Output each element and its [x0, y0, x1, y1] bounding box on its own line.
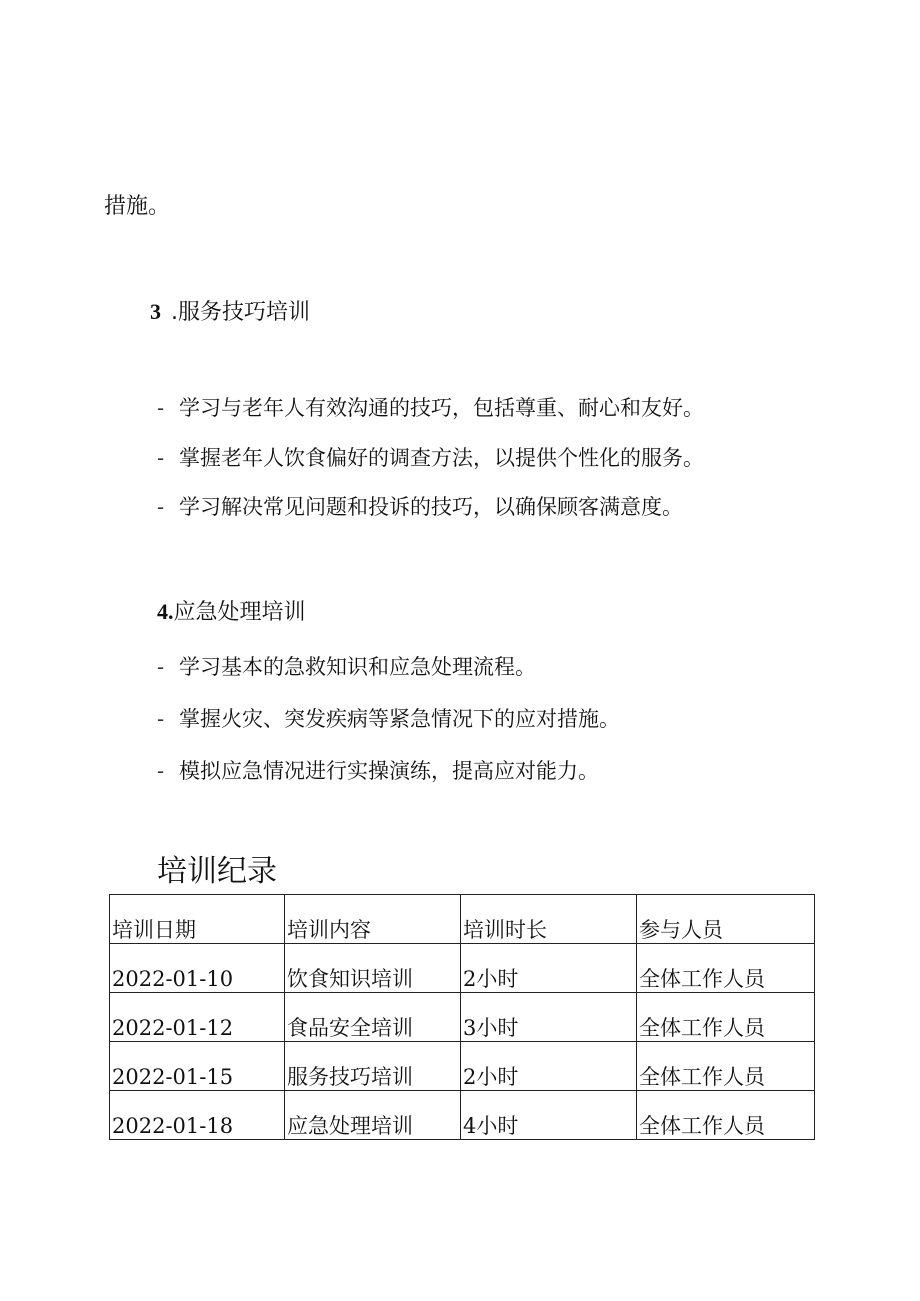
bullet-dash: - [157, 759, 165, 783]
header-cell: 参与人员 [637, 895, 815, 944]
duration-cell: 3小时 [461, 993, 637, 1042]
date-cell: 2022-01-10 [110, 944, 285, 993]
list-item [157, 756, 599, 786]
list-item-text: 学习与老年人有效沟通的技巧，包括尊重、耐心和友好。 [179, 396, 704, 420]
section-3-heading [150, 297, 310, 328]
records-title: 培训纪录 [157, 854, 277, 889]
list-item-text: 掌握老年人饮食偏好的调查方法，以提供个性化的服务。 [179, 446, 704, 470]
list-item [157, 652, 536, 682]
section-3-number: 3 [150, 299, 161, 324]
section-4-heading [157, 597, 306, 628]
participants-cell: 全体工作人员 [637, 944, 815, 993]
list-item-text: 掌握火灾、突发疾病等紧急情况下的应对措施。 [179, 707, 620, 731]
section-4-number: 4. [157, 599, 174, 624]
bullet-dash: - [157, 396, 165, 420]
content-cell: 饮食知识培训 [285, 944, 461, 993]
section-4-title: 应急处理培训 [173, 600, 306, 625]
participants-cell: 全体工作人员 [637, 993, 815, 1042]
table-row [110, 944, 815, 993]
duration-cell: 2小时 [461, 944, 637, 993]
date-cell: 2022-01-12 [110, 993, 285, 1042]
list-item [157, 443, 704, 473]
date-cell: 2022-01-18 [110, 1091, 285, 1140]
list-item [157, 704, 620, 734]
table-header-row [110, 895, 815, 944]
list-item-text: 模拟应急情况进行实操演练，提高应对能力。 [179, 759, 599, 783]
content-cell: 服务技巧培训 [285, 1042, 461, 1091]
list-item [157, 393, 704, 423]
list-item-text: 学习基本的急救知识和应急处理流程。 [179, 655, 536, 679]
content-cell: 应急处理培训 [285, 1091, 461, 1140]
table-row [110, 993, 815, 1042]
bullet-dash: - [157, 655, 165, 679]
duration-cell: 4小时 [461, 1091, 637, 1140]
training-records-table [109, 894, 815, 1140]
participants-cell: 全体工作人员 [637, 1091, 815, 1140]
participants-cell: 全体工作人员 [637, 1042, 815, 1091]
section-3-title: .服务技巧培训 [171, 300, 310, 325]
bullet-dash: - [157, 707, 165, 731]
duration-cell: 2小时 [461, 1042, 637, 1091]
bullet-dash: - [157, 446, 165, 470]
header-cell: 培训内容 [285, 895, 461, 944]
table-row [110, 1042, 815, 1091]
table-row [110, 1091, 815, 1140]
list-item [157, 492, 683, 522]
header-cell: 培训日期 [110, 895, 285, 944]
header-cell: 培训时长 [461, 895, 637, 944]
bullet-dash: - [157, 495, 165, 519]
list-item-text: 学习解决常见问题和投诉的技巧，以确保顾客满意度。 [179, 495, 683, 519]
date-cell: 2022-01-15 [110, 1042, 285, 1091]
content-cell: 食品安全培训 [285, 993, 461, 1042]
continuation-text: 措施。 [104, 194, 171, 219]
